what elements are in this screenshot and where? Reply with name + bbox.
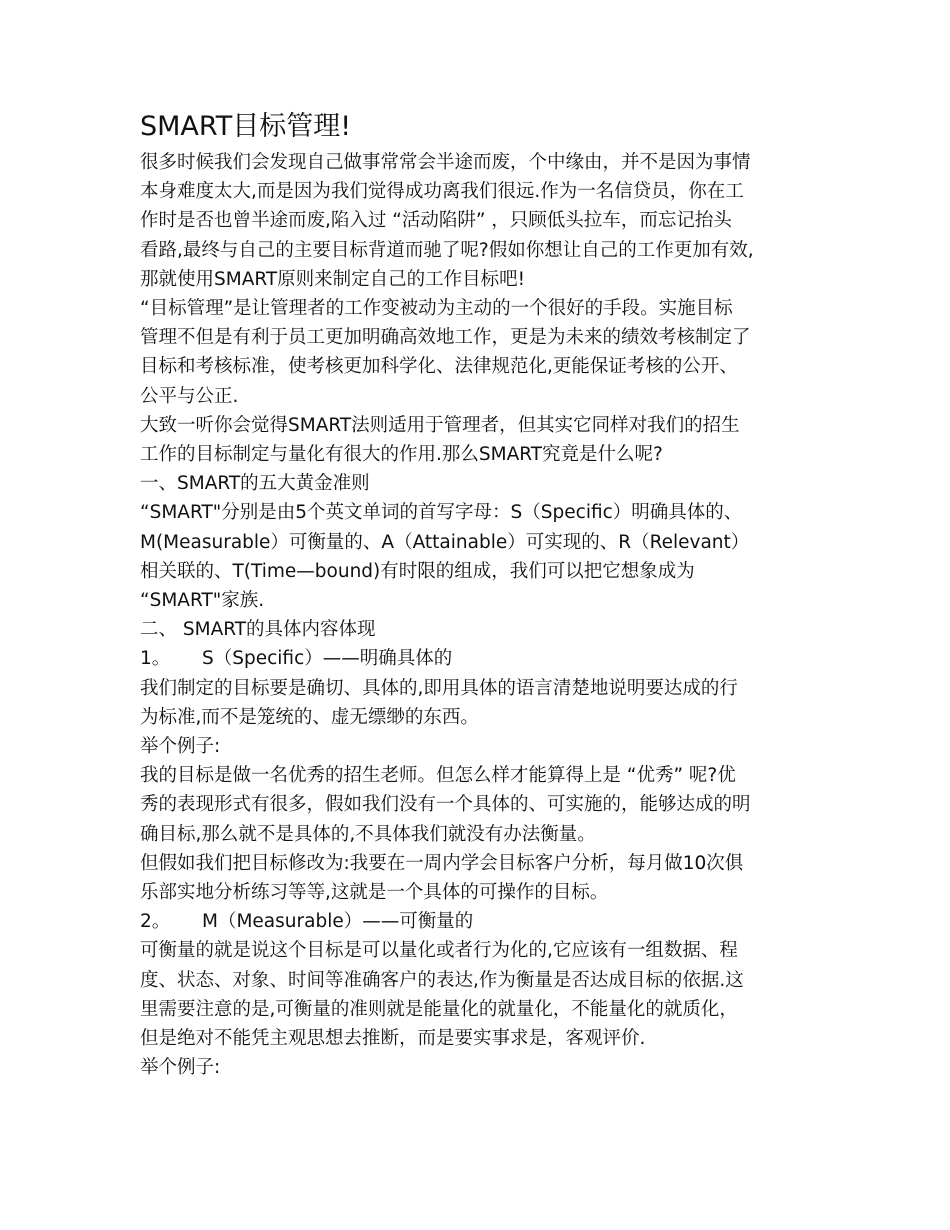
paragraph-line: 但假如我们把目标修改为:我要在一周内学会目标客户分析，每月做10次俱: [140, 852, 744, 874]
section-heading: 二、 SMART的具体内容体现: [140, 619, 376, 641]
paragraph-line: “SMART"家族.: [140, 590, 265, 612]
paragraph-line: 目标和考核标准，使考核更加科学化、法律规范化,更能保证考核的公开、: [140, 356, 738, 378]
paragraph-line: 乐部实地分析练习等等,这就是一个具体的可操作的目标。: [140, 882, 609, 904]
paragraph-line: 里需要注意的是,可衡量的准则就是能量化的就量化，不能量化的就质化，: [140, 998, 738, 1020]
paragraph-line: 大致一听你会觉得SMART法则适用于管理者，但其实它同样对我们的招生: [140, 414, 740, 436]
paragraph-line: “目标管理”是让管理者的工作变被动为主动的一个很好的手段。实施目标: [140, 298, 733, 320]
paragraph-line: 相关联的、T(Time—bound)有时限的组成，我们可以把它想象成为: [140, 560, 695, 582]
section-heading: 一、SMART的五大黄金准则: [140, 473, 370, 495]
paragraph-line: 公平与公正.: [140, 385, 239, 407]
paragraph-line: 可衡量的就是说这个目标是可以量化或者行为化的,它应该有一组数据、程: [140, 940, 738, 962]
paragraph-line: 工作的目标制定与量化有很大的作用.那么SMART究竟是什么呢?: [140, 444, 663, 466]
list-item-number: 2。: [140, 911, 171, 933]
paragraph-line: 本身难度太大,而是因为我们觉得成功离我们很远.作为一名信贷员，你在工: [140, 181, 744, 203]
paragraph-line: 我们制定的目标要是确切、具体的,即用具体的语言清楚地说明要达成的行: [140, 677, 738, 699]
list-item-heading: [140, 644, 830, 673]
paragraph-line: “SMART"分别是由5个英文单词的首写字母：S（Specific）明确具体的、: [140, 502, 743, 524]
paragraph-line: 度、状态、对象、时间等准确客户的表达,作为衡量是否达成目标的依据.这: [140, 969, 744, 991]
list-item-text: S（Specific）——明确具体的: [202, 648, 453, 670]
paragraph-line: 很多时候我们会发现自己做事常常会半途而废，个中缘由，并不是因为事情: [140, 152, 751, 173]
paragraph-line: 为标准,而不是笼统的、虚无缥缈的东西。: [140, 706, 479, 728]
list-item-text: M（Measurable）——可衡量的: [202, 911, 474, 933]
paragraph-line: 那就使用SMART原则来制定自己的工作目标吧!: [140, 268, 526, 290]
paragraph-line: 确目标,那么就不是具体的,不具体我们就没有办法衡量。: [140, 823, 596, 845]
document-title: SMART目标管理!: [140, 111, 352, 142]
list-item-heading: [140, 907, 830, 936]
paragraph-line: M(Measurable）可衡量的、A（Attainable）可实现的、R（Relevant）: [140, 531, 750, 553]
paragraph-line: 管理不但是有利于员工更加明确高效地工作，更是为未来的绩效考核制定了: [140, 327, 751, 349]
paragraph-line: 我的目标是做一名优秀的招生老师。但怎么样才能算得上是 “优秀” 呢?优: [140, 765, 736, 787]
paragraph-line: 作时是否也曾半途而废,陷入过 “活动陷阱” ，只顾低头拉车，而忘记抬头: [140, 210, 732, 232]
paragraph-line: 但是绝对不能凭主观思想去推断，而是要实事求是，客观评价.: [140, 1028, 646, 1050]
paragraph-line: 举个例子:: [140, 736, 221, 758]
paragraph-line: 看路,最终与自己的主要目标背道而驰了呢?假如你想让自己的工作更加有效,: [140, 239, 754, 261]
paragraph-line: 秀的表现形式有很多，假如我们没有一个具体的、可实施的，能够达成的明: [140, 794, 751, 816]
document-body: [140, 108, 830, 1083]
paragraph-line: 举个例子:: [140, 1057, 221, 1079]
list-item-number: 1。: [140, 648, 171, 670]
